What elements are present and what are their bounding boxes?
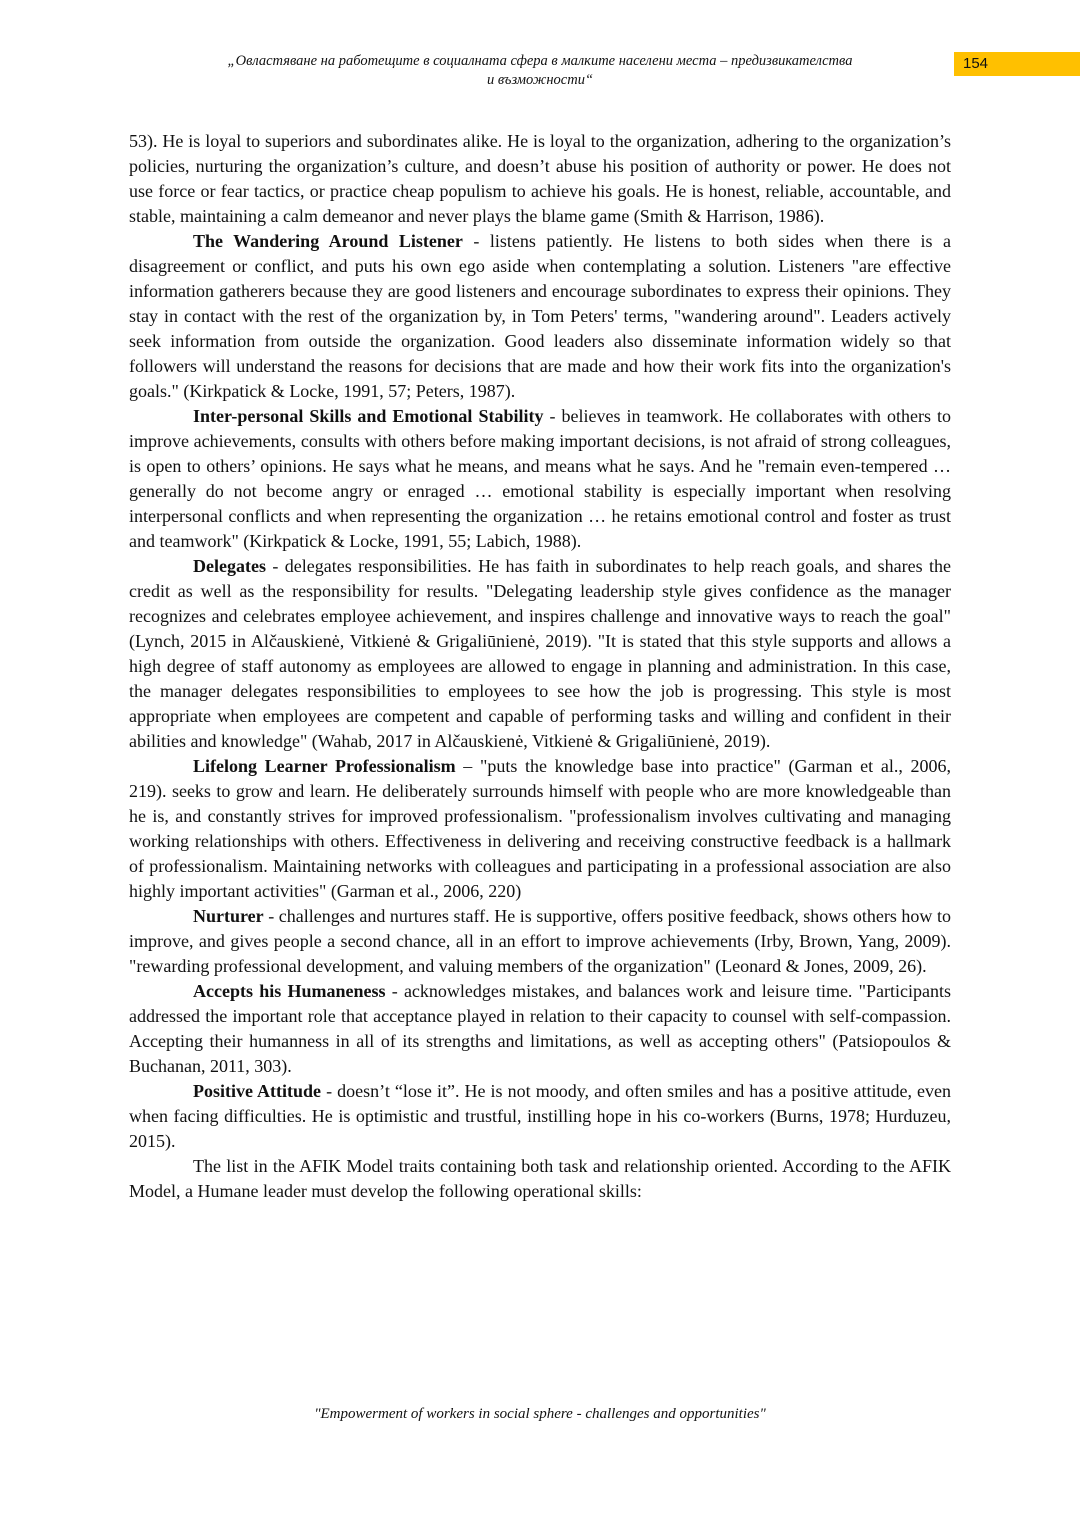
trait-term: Nurturer (193, 906, 264, 926)
paragraph-text: – "puts the knowledge base into practice" (Garman et al., 2006, 219). seeks to grow and learn. He deliberately surrounds himself with people who are more knowledgeable than he is, and constantly strives for improved professionalism. "professionalism involves cultivating and managing working relationships with others. Effectiveness in delivering and receiving constructive feedback is a hallmark of professionalism. Maintaining networks with colleagues and participating in a professional association are also highly important activities" (Garman et al., 2006, 220) (129, 756, 951, 901)
paragraph-text: The list in the AFIK Model traits containing both task and relationship oriented. According to the AFIK Model, a Humane leader must develop the following operational skills: (129, 1156, 951, 1201)
paragraph-nurturer (129, 904, 951, 979)
trait-term: Positive Attitude (193, 1081, 322, 1101)
paragraph-wandering-listener (129, 229, 951, 404)
running-header (130, 52, 950, 90)
header-title-line-2: и възможности“ (486, 72, 594, 88)
paragraph-text: - listens patiently. He listens to both sides when there is a disagreement or conflict, and puts his own ego aside when contemplating a solution. Listeners "are effective information gatherers because they are good listeners and encourage subordinates to express their opinions. They stay in contact with the rest of the organization by, in Tom Peters' terms, "wandering around". Leaders actively seek information from outside the organization. Good leaders also disseminate information widely so that followers will understand the reasons for decisions that are made and how their work fits into the organization's goals." (Kirkpatick & Locke, 1991, 57; Peters, 1987). (129, 231, 951, 401)
paragraph-lifelong-learner (129, 754, 951, 904)
paragraph-text: - doesn’t “lose it”. He is not moody, and often smiles and has a positive attitude, even when facing difficulties. He is optimistic and trustful, instilling hope in his co-workers (Burns, 1978; Hurduzeu, 2015). (129, 1081, 951, 1151)
paragraph-text: - acknowledges mistakes, and balances work and leisure time. "Participants addressed the important role that acceptance played in relation to their capacity to counsel with self-compassion. Accepting their humanness in all of its strengths and limitations, as well as accepting others" (Patsiopoulos & Buchanan, 2011, 303). (129, 981, 951, 1076)
paragraph-afik-list-intro (129, 1154, 951, 1204)
paragraph-text: - challenges and nurtures staff. He is supportive, offers positive feedback, shows others how to improve, and gives people a second chance, all in an effort to improve achievements (Irby, Brown, Yang, 2009). "rewarding professional development, and valuing members of the organization" (Leonard & Jones, 2009, 26). (129, 906, 951, 976)
trait-term: Accepts his Humaneness (193, 981, 386, 1001)
trait-term: Inter-personal Skills and Emotional Stability (193, 406, 544, 426)
page-number-badge: 154 (954, 52, 1080, 76)
paragraph-text: - delegates responsibilities. He has faith in subordinates to help reach goals, and shares the credit as well as the responsibility for results. "Delegating leadership style gives confidence as the manager recognizes and celebrates employee achievement, and inspires challenge and innovative ways to reach the goal" (Lynch, 2015 in Alčauskienė, Vitkienė & Grigaliūnienė, 2019). "It is stated that this style supports and allows a high degree of staff autonomy as employees are allowed to engage in planning and administration. In this case, the manager delegates responsibilities to employees to see how the job is progressing. This style is most appropriate when employees are competent and capable of performing tasks and willing and confident in their abilities and knowledge" (Wahab, 2017 in Alčauskienė, Vitkienė & Grigaliūnienė, 2019). (129, 556, 951, 751)
paragraph-delegates (129, 554, 951, 754)
body-text (129, 129, 951, 1204)
trait-term: Lifelong Learner Professionalism (193, 756, 456, 776)
trait-term: Delegates (193, 556, 266, 576)
paragraph-positive-attitude (129, 1079, 951, 1154)
paragraph-continuation (129, 129, 951, 229)
trait-term: The Wandering Around Listener (193, 231, 463, 251)
paragraph-interpersonal-skills (129, 404, 951, 554)
running-footer: "Empowerment of workers in social sphere - challenges and opportunities" (314, 1406, 766, 1422)
paragraph-text: 53). He is loyal to superiors and subordinates alike. He is loyal to the organization, adhering to the organization’s policies, nurturing the organization’s culture, and doesn’t abuse his position of authority or power. He does not use force or fear tactics, or practice cheap populism to achieve his goals. He is honest, reliable, accountable, and stable, maintaining a calm demeanor and never plays the blame game (Smith & Harrison, 1986). (129, 131, 951, 226)
header-title-line-1: „Овластяване на работещите в социалната сфера в малките населени места – предизвикателства (227, 53, 853, 69)
paragraph-accepts-humaneness (129, 979, 951, 1079)
paragraph-text: - believes in teamwork. He collaborates with others to improve achievements, consults with others before making important decisions, is not afraid of strong colleagues, is open to others’ opinions. He says what he means, and means what he says. And he "remain even-tempered … generally do not become angry or enraged … emotional stability is especially important when resolving interpersonal conflicts and when representing the organization … he retains emotional control and foster as trust and teamwork" (Kirkpatick & Locke, 1991, 55; Labich, 1988). (129, 406, 952, 551)
